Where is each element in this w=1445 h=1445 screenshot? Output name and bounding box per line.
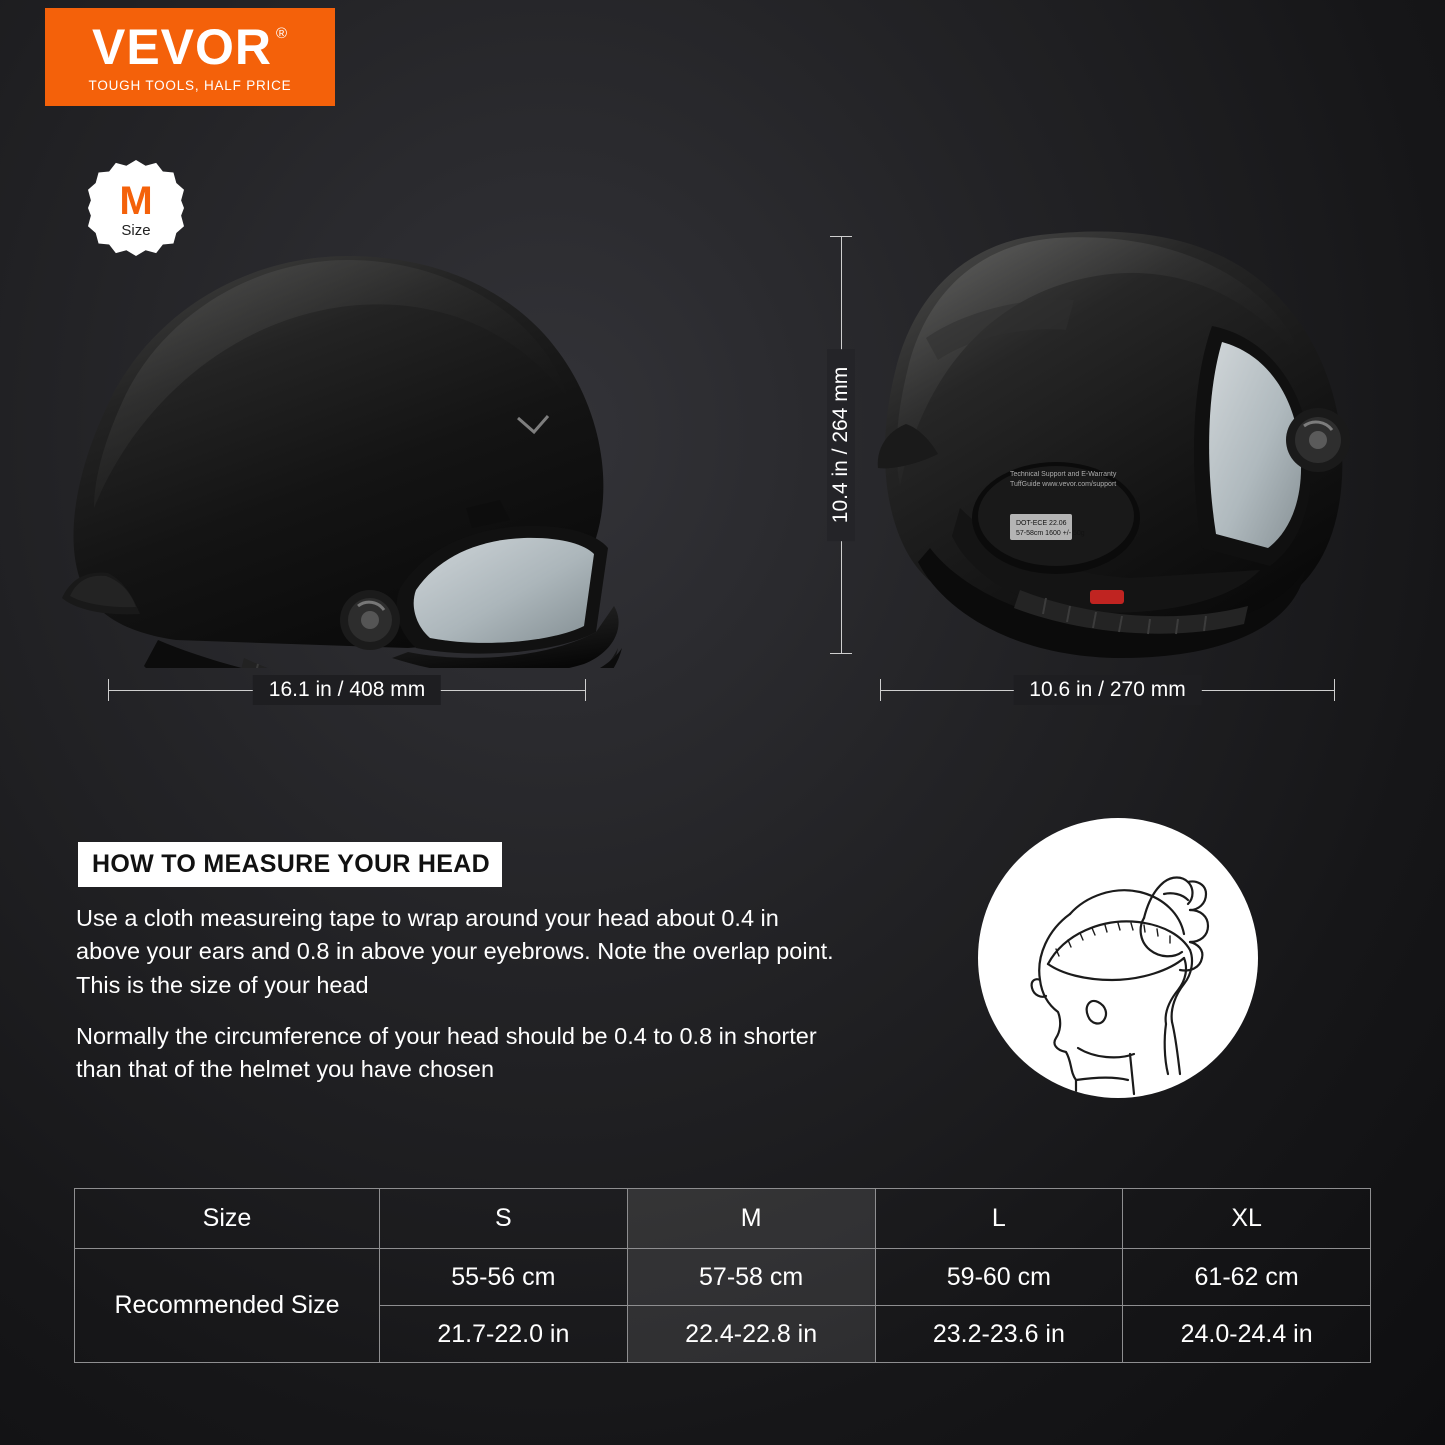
table-cell-xl-cm: 61-62 cm — [1123, 1249, 1371, 1306]
brand-logo — [45, 8, 335, 106]
dimension-cap-top — [830, 236, 852, 237]
registered-mark: ® — [275, 24, 289, 42]
right-height-label: 10.4 in / 264 mm — [827, 349, 855, 541]
table-header-l: L — [875, 1189, 1123, 1249]
dimension-cap-bottom — [830, 653, 852, 654]
table-header-m: M — [627, 1189, 875, 1249]
svg-text:Technical Support and E-Warran: Technical Support and E-Warranty — [1010, 471, 1117, 478]
size-badge-letter: M — [119, 179, 153, 223]
brand-tagline: TOUGH TOOLS, HALF PRICE — [88, 77, 292, 93]
brand-name-text: VEVOR — [91, 18, 273, 75]
table-row — [75, 1249, 1371, 1306]
helmet-rear-view-image — [860, 218, 1360, 658]
helmet-side-view-image — [48, 228, 638, 668]
dimension-cap-left — [108, 679, 109, 701]
table-cell-m-in: 22.4-22.8 in — [627, 1306, 875, 1363]
table-cell-m-cm: 57-58 cm — [627, 1249, 875, 1306]
table-header-size: Size — [75, 1189, 380, 1249]
svg-text:DOT-ECE 22.06: DOT-ECE 22.06 — [1016, 520, 1067, 527]
table-header-s: S — [380, 1189, 628, 1249]
table-header-xl: XL — [1123, 1189, 1371, 1249]
table-header-row — [75, 1189, 1371, 1249]
measure-section-title: HOW TO MEASURE YOUR HEAD — [78, 842, 502, 887]
right-helmet-height-dimension — [826, 236, 856, 654]
brand-name — [91, 18, 289, 75]
measure-paragraph-2: Normally the circumference of your head should be 0.4 to 0.8 in shorter than that of the helmet you have chosen — [76, 1023, 817, 1083]
dimension-cap-right — [1334, 679, 1335, 701]
table-cell-l-in: 23.2-23.6 in — [875, 1306, 1123, 1363]
svg-text:TuffGuide www.vevor.com/suppor: TuffGuide www.vevor.com/support — [1010, 481, 1117, 488]
dimension-cap-right — [585, 679, 586, 701]
measure-illustration — [978, 818, 1258, 1098]
table-cell-xl-in: 24.0-24.4 in — [1123, 1306, 1371, 1363]
table-cell-s-cm: 55-56 cm — [380, 1249, 628, 1306]
svg-text:57-58cm 1600 +/- 50g: 57-58cm 1600 +/- 50g — [1016, 530, 1085, 537]
right-helmet-width-dimension — [880, 675, 1335, 705]
left-helmet-width-dimension — [108, 675, 586, 705]
size-table — [74, 1188, 1371, 1363]
table-cell-l-cm: 59-60 cm — [875, 1249, 1123, 1306]
dimension-cap-left — [880, 679, 881, 701]
measure-paragraph-1: Use a cloth measureing tape to wrap around your head about 0.4 in above your ears and 0.8 in above your eyebrows. Note the overlap point. This is the size of your head — [76, 905, 834, 998]
table-cell-s-in: 21.7-22.0 in — [380, 1306, 628, 1363]
size-badge-label: Size — [121, 222, 151, 239]
right-width-label: 10.6 in / 270 mm — [1013, 675, 1201, 705]
left-width-label: 16.1 in / 408 mm — [253, 675, 441, 705]
table-row-label: Recommended Size — [75, 1249, 380, 1363]
